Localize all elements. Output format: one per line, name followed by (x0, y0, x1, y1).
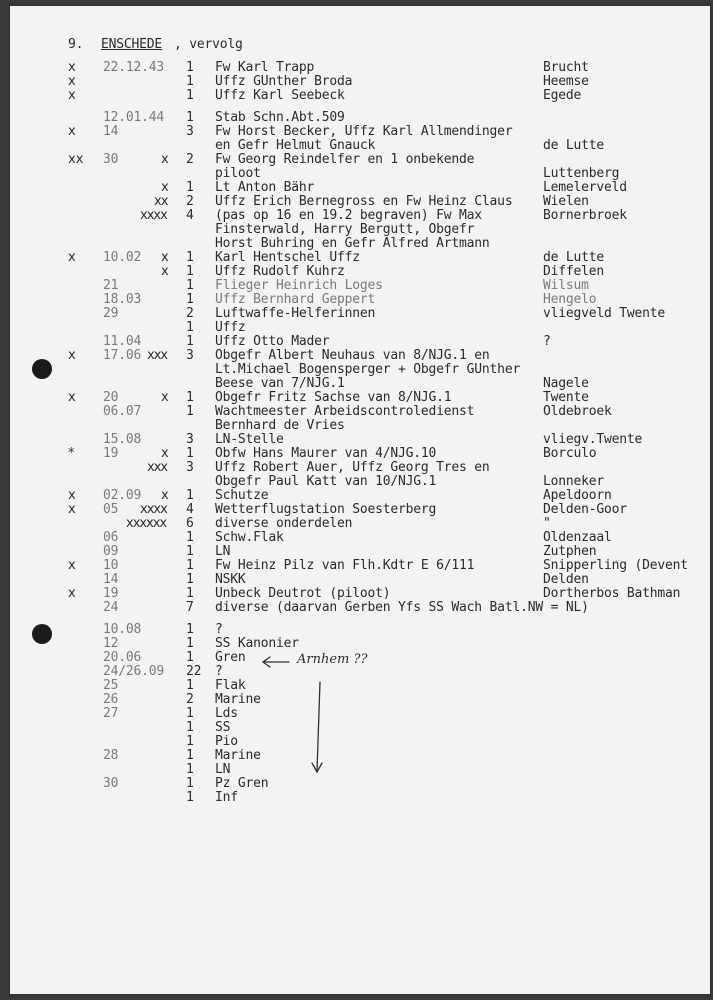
entry-location: Lemelerveld (543, 180, 627, 195)
entry-text: en Gefr Helmut Gnauck (215, 138, 376, 153)
entry-date: 24/26.09 (103, 664, 165, 679)
down-arrow-shaft (317, 682, 320, 771)
entry-count: 1 (186, 762, 194, 777)
entry-date: 02.09 (103, 488, 142, 503)
entry-count: 1 (186, 60, 194, 75)
tally-marks: xxxx (140, 208, 167, 223)
entry-text: Uffz GUnther Broda (215, 74, 353, 89)
entry-count: 1 (186, 446, 194, 461)
check-mark: x (68, 488, 76, 503)
entry-location: Delden-Goor (543, 502, 627, 517)
check-mark: x (68, 390, 76, 405)
entry-date: 20.06 (103, 650, 142, 665)
check-mark: xx (68, 152, 84, 167)
entry-text: Obgefr Paul Katt van 10/NJG.1 (215, 474, 437, 489)
entry-count: 1 (186, 530, 194, 545)
entry-text: (pas op 16 en 19.2 begraven) Fw Max (215, 208, 482, 223)
entry-date: 20 (103, 390, 119, 405)
entry-text: diverse (daarvan Gerben Yfs SS Wach Batl.NW = NL) (215, 600, 589, 615)
entry-location: Apeldoorn (543, 488, 612, 503)
entry-text: Uffz Erich Bernegross en Fw Heinz Claus (215, 194, 513, 209)
entry-text: Obfw Hans Maurer van 4/NJG.10 (215, 446, 437, 461)
entry-count: 3 (186, 348, 194, 363)
entry-date: 27 (103, 706, 119, 721)
entry-text: Fw Heinz Pilz van Flh.Kdtr E 6/111 (215, 558, 475, 573)
entry-count: 4 (186, 502, 194, 517)
entry-text: Pz Gren (215, 776, 269, 791)
entry-date: 12.01.44 (103, 110, 165, 125)
entry-count: 1 (186, 110, 194, 125)
entry-text: Uffz Bernhard Geppert (215, 292, 376, 307)
entry-location: de Lutte (543, 138, 605, 153)
entry-count: 1 (186, 572, 194, 587)
entry-location: Delden (543, 572, 589, 587)
tally-marks: xxxxxx (126, 516, 167, 531)
entry-count: 1 (186, 88, 194, 103)
entry-count: 1 (186, 776, 194, 791)
entry-count: 1 (186, 390, 194, 405)
entry-text: Lt.Michael Bogensperger + Obgefr GUnther (215, 362, 521, 377)
entry-count: 2 (186, 194, 194, 209)
entry-date: 05 (103, 502, 119, 517)
entry-text: diverse onderdelen (215, 516, 353, 531)
entry-date: 18.03 (103, 292, 142, 307)
tally-marks: xxx (147, 460, 168, 475)
check-mark: x (68, 348, 76, 363)
entry-text: LN (215, 762, 231, 777)
tally-marks: x (161, 152, 168, 167)
entry-location: Snipperling (Devent (543, 558, 688, 573)
entry-location: Wilsum (543, 278, 589, 293)
entry-text: Obgefr Fritz Sachse van 8/NJG.1 (215, 390, 452, 405)
entry-location: ? (543, 334, 551, 349)
entry-text: LN (215, 544, 231, 559)
entry-text: Lt Anton Bähr (215, 180, 315, 195)
entry-text: Uffz (215, 320, 246, 335)
tally-marks: x (161, 446, 168, 461)
tally-marks: x (161, 250, 168, 265)
entry-date: 06.07 (103, 404, 142, 419)
entry-location: Hengelo (543, 292, 597, 307)
entry-text: Horst Buhring en Gefr Alfred Artmann (215, 236, 490, 251)
entry-text: Fw Georg Reindelfer en 1 onbekende (215, 152, 475, 167)
entry-count: 1 (186, 320, 194, 335)
entry-text: Finsterwald, Harry Bergutt, Obgefr (215, 222, 475, 237)
entry-date: 25 (103, 678, 119, 693)
entry-location: Oldenzaal (543, 530, 612, 545)
entry-location: de Lutte (543, 250, 605, 265)
tally-marks: x (161, 390, 168, 405)
entry-date: 19 (103, 446, 119, 461)
entry-count: 7 (186, 600, 194, 615)
entry-text: Gren (215, 650, 246, 665)
entry-count: 1 (186, 404, 194, 419)
entry-date: 24 (103, 600, 119, 615)
entry-text: SS Kanonier (215, 636, 299, 651)
entry-location: Diffelen (543, 264, 605, 279)
entry-count: 4 (186, 208, 194, 223)
check-mark: x (68, 558, 76, 573)
tally-marks: xx (154, 194, 168, 209)
entry-text: Fw Horst Becker, Uffz Karl Allmendinger (215, 124, 513, 139)
entry-text: Schutze (215, 488, 269, 503)
tally-marks: x (161, 180, 168, 195)
entry-location: Heemse (543, 74, 589, 89)
entry-date: 12 (103, 636, 119, 651)
entry-count: 1 (186, 734, 194, 749)
entry-count: 1 (186, 720, 194, 735)
check-mark: x (68, 124, 76, 139)
handwritten-arrows (10, 6, 710, 994)
check-mark: x (68, 502, 76, 517)
entry-text: Unbeck Deutrot (piloot) (215, 586, 391, 601)
entry-count: 1 (186, 180, 194, 195)
entry-date: 10 (103, 558, 119, 573)
entry-text: NSKK (215, 572, 246, 587)
check-mark: x (68, 250, 76, 265)
entry-count: 1 (186, 650, 194, 665)
entry-location: Twente (543, 390, 589, 405)
entry-count: 1 (186, 334, 194, 349)
entry-count: 1 (186, 748, 194, 763)
entry-location: Zutphen (543, 544, 597, 559)
entry-count: 1 (186, 558, 194, 573)
entry-count: 6 (186, 516, 194, 531)
entry-count: 1 (186, 636, 194, 651)
entry-text: Uffz Karl Seebeck (215, 88, 345, 103)
tally-marks: x (161, 264, 168, 279)
entry-text: Stab Schn.Abt.509 (215, 110, 345, 125)
entry-text: Uffz Rudolf Kuhrz (215, 264, 345, 279)
entry-count: 3 (186, 460, 194, 475)
entry-text: Flieger Heinrich Loges (215, 278, 383, 293)
entry-date: 06 (103, 530, 119, 545)
entry-date: 11.04 (103, 334, 142, 349)
entry-date: 30 (103, 776, 119, 791)
entry-location: Wielen (543, 194, 589, 209)
entry-location: vliegveld Twente (543, 306, 666, 321)
entry-location: Borculo (543, 446, 597, 461)
entry-location: Luttenberg (543, 166, 620, 181)
entry-text: Wachtmeester Arbeidscontroledienst (215, 404, 475, 419)
entry-location: " (543, 516, 551, 531)
entry-count: 1 (186, 622, 194, 637)
check-mark: x (68, 88, 76, 103)
section-title: ENSCHEDE (101, 37, 163, 52)
annotation-arnhem: Arnhem ?? (297, 652, 368, 667)
document-page (10, 6, 710, 994)
entry-text: SS (215, 720, 231, 735)
entry-count: 22 (186, 664, 202, 679)
entry-count: 1 (186, 586, 194, 601)
entry-date: 14 (103, 572, 119, 587)
entry-count: 1 (186, 278, 194, 293)
entry-text: Beese van 7/NJG.1 (215, 376, 345, 391)
entry-text: Uffz Otto Mader (215, 334, 330, 349)
entry-text: Inf (215, 790, 238, 805)
entry-count: 1 (186, 264, 194, 279)
entry-location: Lonneker (543, 474, 605, 489)
entry-count: 1 (186, 74, 194, 89)
entry-location: Egede (543, 88, 582, 103)
entry-text: Wetterflugstation Soesterberg (215, 502, 437, 517)
tally-marks: x (161, 488, 168, 503)
entry-date: 14 (103, 124, 119, 139)
entry-location: Nagele (543, 376, 589, 391)
check-mark: * (68, 446, 75, 461)
entry-location: Oldebroek (543, 404, 612, 419)
entry-date: 22.12.43 (103, 60, 165, 75)
entry-count: 2 (186, 306, 194, 321)
entry-text: Lds (215, 706, 238, 721)
entry-text: Luftwaffe-Helferinnen (215, 306, 376, 321)
entry-date: 30 (103, 152, 119, 167)
entry-date: 10.02 (103, 250, 142, 265)
entry-location: vliegv.Twente (543, 432, 643, 447)
entry-date: 09 (103, 544, 119, 559)
entry-date: 10.08 (103, 622, 142, 637)
entry-date: 28 (103, 748, 119, 763)
entry-text: Marine (215, 748, 261, 763)
entry-date: 29 (103, 306, 119, 321)
entry-count: 1 (186, 678, 194, 693)
section-number: 9. (68, 37, 84, 52)
entry-text: Flak (215, 678, 246, 693)
entry-count: 3 (186, 432, 194, 447)
tally-marks: xxxx (140, 502, 167, 517)
check-mark: x (68, 586, 76, 601)
entry-text: Bernhard de Vries (215, 418, 345, 433)
entry-text: Pio (215, 734, 238, 749)
entry-date: 26 (103, 692, 119, 707)
check-mark: x (68, 60, 76, 75)
entry-count: 2 (186, 692, 194, 707)
entry-count: 1 (186, 706, 194, 721)
section-suffix: , vervolg (174, 37, 243, 52)
entry-count: 3 (186, 124, 194, 139)
entry-text: piloot (215, 166, 261, 181)
check-mark: x (68, 74, 76, 89)
entry-date: 19 (103, 586, 119, 601)
entry-date: 21 (103, 278, 119, 293)
entry-date: 15.08 (103, 432, 142, 447)
entry-text: Obgefr Albert Neuhaus van 8/NJG.1 en (215, 348, 490, 363)
entry-text: Uffz Robert Auer, Uffz Georg Tres en (215, 460, 490, 475)
entry-location: Dortherbos Bathman (543, 586, 681, 601)
entry-text: LN-Stelle (215, 432, 284, 447)
entry-count: 1 (186, 488, 194, 503)
entry-text: Marine (215, 692, 261, 707)
entry-location: Bornerbroek (543, 208, 627, 223)
entry-text: Schw.Flak (215, 530, 284, 545)
entry-text: ? (215, 664, 223, 679)
entry-text: Karl Hentschel Uffz (215, 250, 360, 265)
entry-count: 2 (186, 152, 194, 167)
entry-location: Brucht (543, 60, 589, 75)
entry-count: 1 (186, 292, 194, 307)
entry-date: 17.06 (103, 348, 142, 363)
entry-count: 1 (186, 790, 194, 805)
entry-count: 1 (186, 544, 194, 559)
entry-text: ? (215, 622, 223, 637)
entry-text: Fw Karl Trapp (215, 60, 315, 75)
entry-count: 1 (186, 250, 194, 265)
tally-marks: xxx (147, 348, 168, 363)
